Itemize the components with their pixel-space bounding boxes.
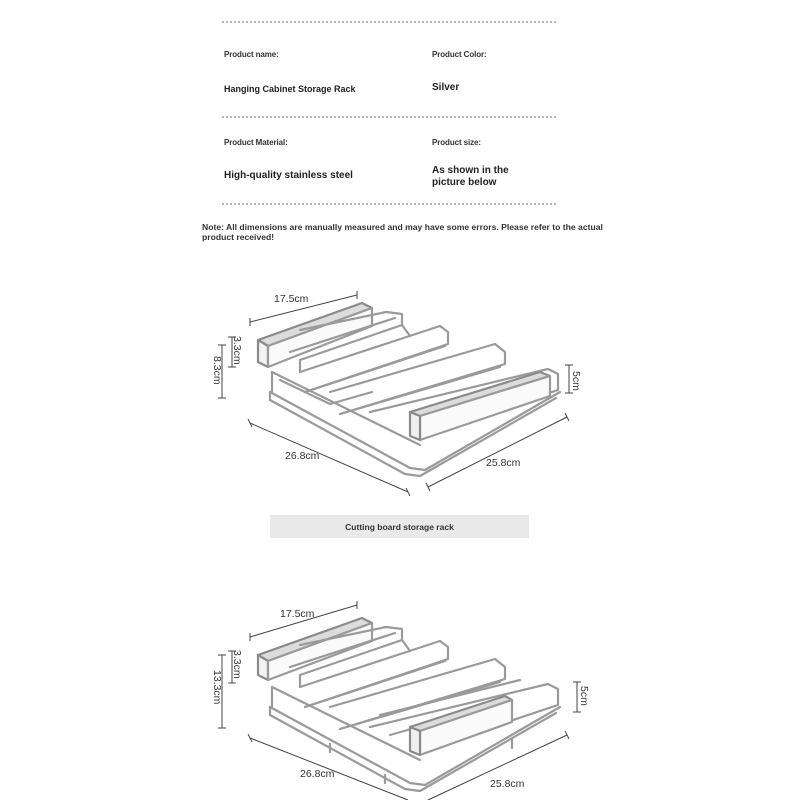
width-dimension-label: 17.5cm [274,293,309,305]
rack-illustration [258,618,560,791]
small-height-dimension-label: 3.3cm [231,650,243,679]
product-color-value: Silver [432,82,460,93]
caption-text: Cutting board storage rack [345,521,454,532]
product-material-label: Product Material: [224,138,288,147]
width-dimension-label: 17.5cm [280,608,315,620]
product-size-line-1: As shown in the [432,165,509,176]
product-name-value: Hanging Cabinet Storage Rack [224,84,356,94]
product-size-line-2: picture below [432,177,497,188]
product-material-value: High-quality stainless steel [224,170,353,181]
product-size-label: Product size: [432,138,481,147]
total-height-dimension-label: 8.3cm [211,356,223,385]
right-height-dimension-label: 5cm [578,686,590,706]
total-height-dimension-label: 13.3cm [211,670,223,705]
depth-dimension-label: 26.8cm [285,450,320,462]
mounting-plate-right-face [410,727,420,755]
depth-dimension-label: 26.8cm [300,768,335,780]
product-color-label: Product Color: [432,50,487,59]
right-height-dimension-label: 5cm [570,371,582,391]
product-name-label: Product name: [224,50,279,59]
dimension-labels [211,608,590,790]
dimension-note: Note: All dimensions are manually measured and may have some errors. Please refer to the actual product received! [202,222,603,242]
length-dimension-label: 25.8cm [486,457,521,469]
length-dimension-label: 25.8cm [490,778,525,790]
small-height-dimension-label: 3.3cm [231,336,243,365]
